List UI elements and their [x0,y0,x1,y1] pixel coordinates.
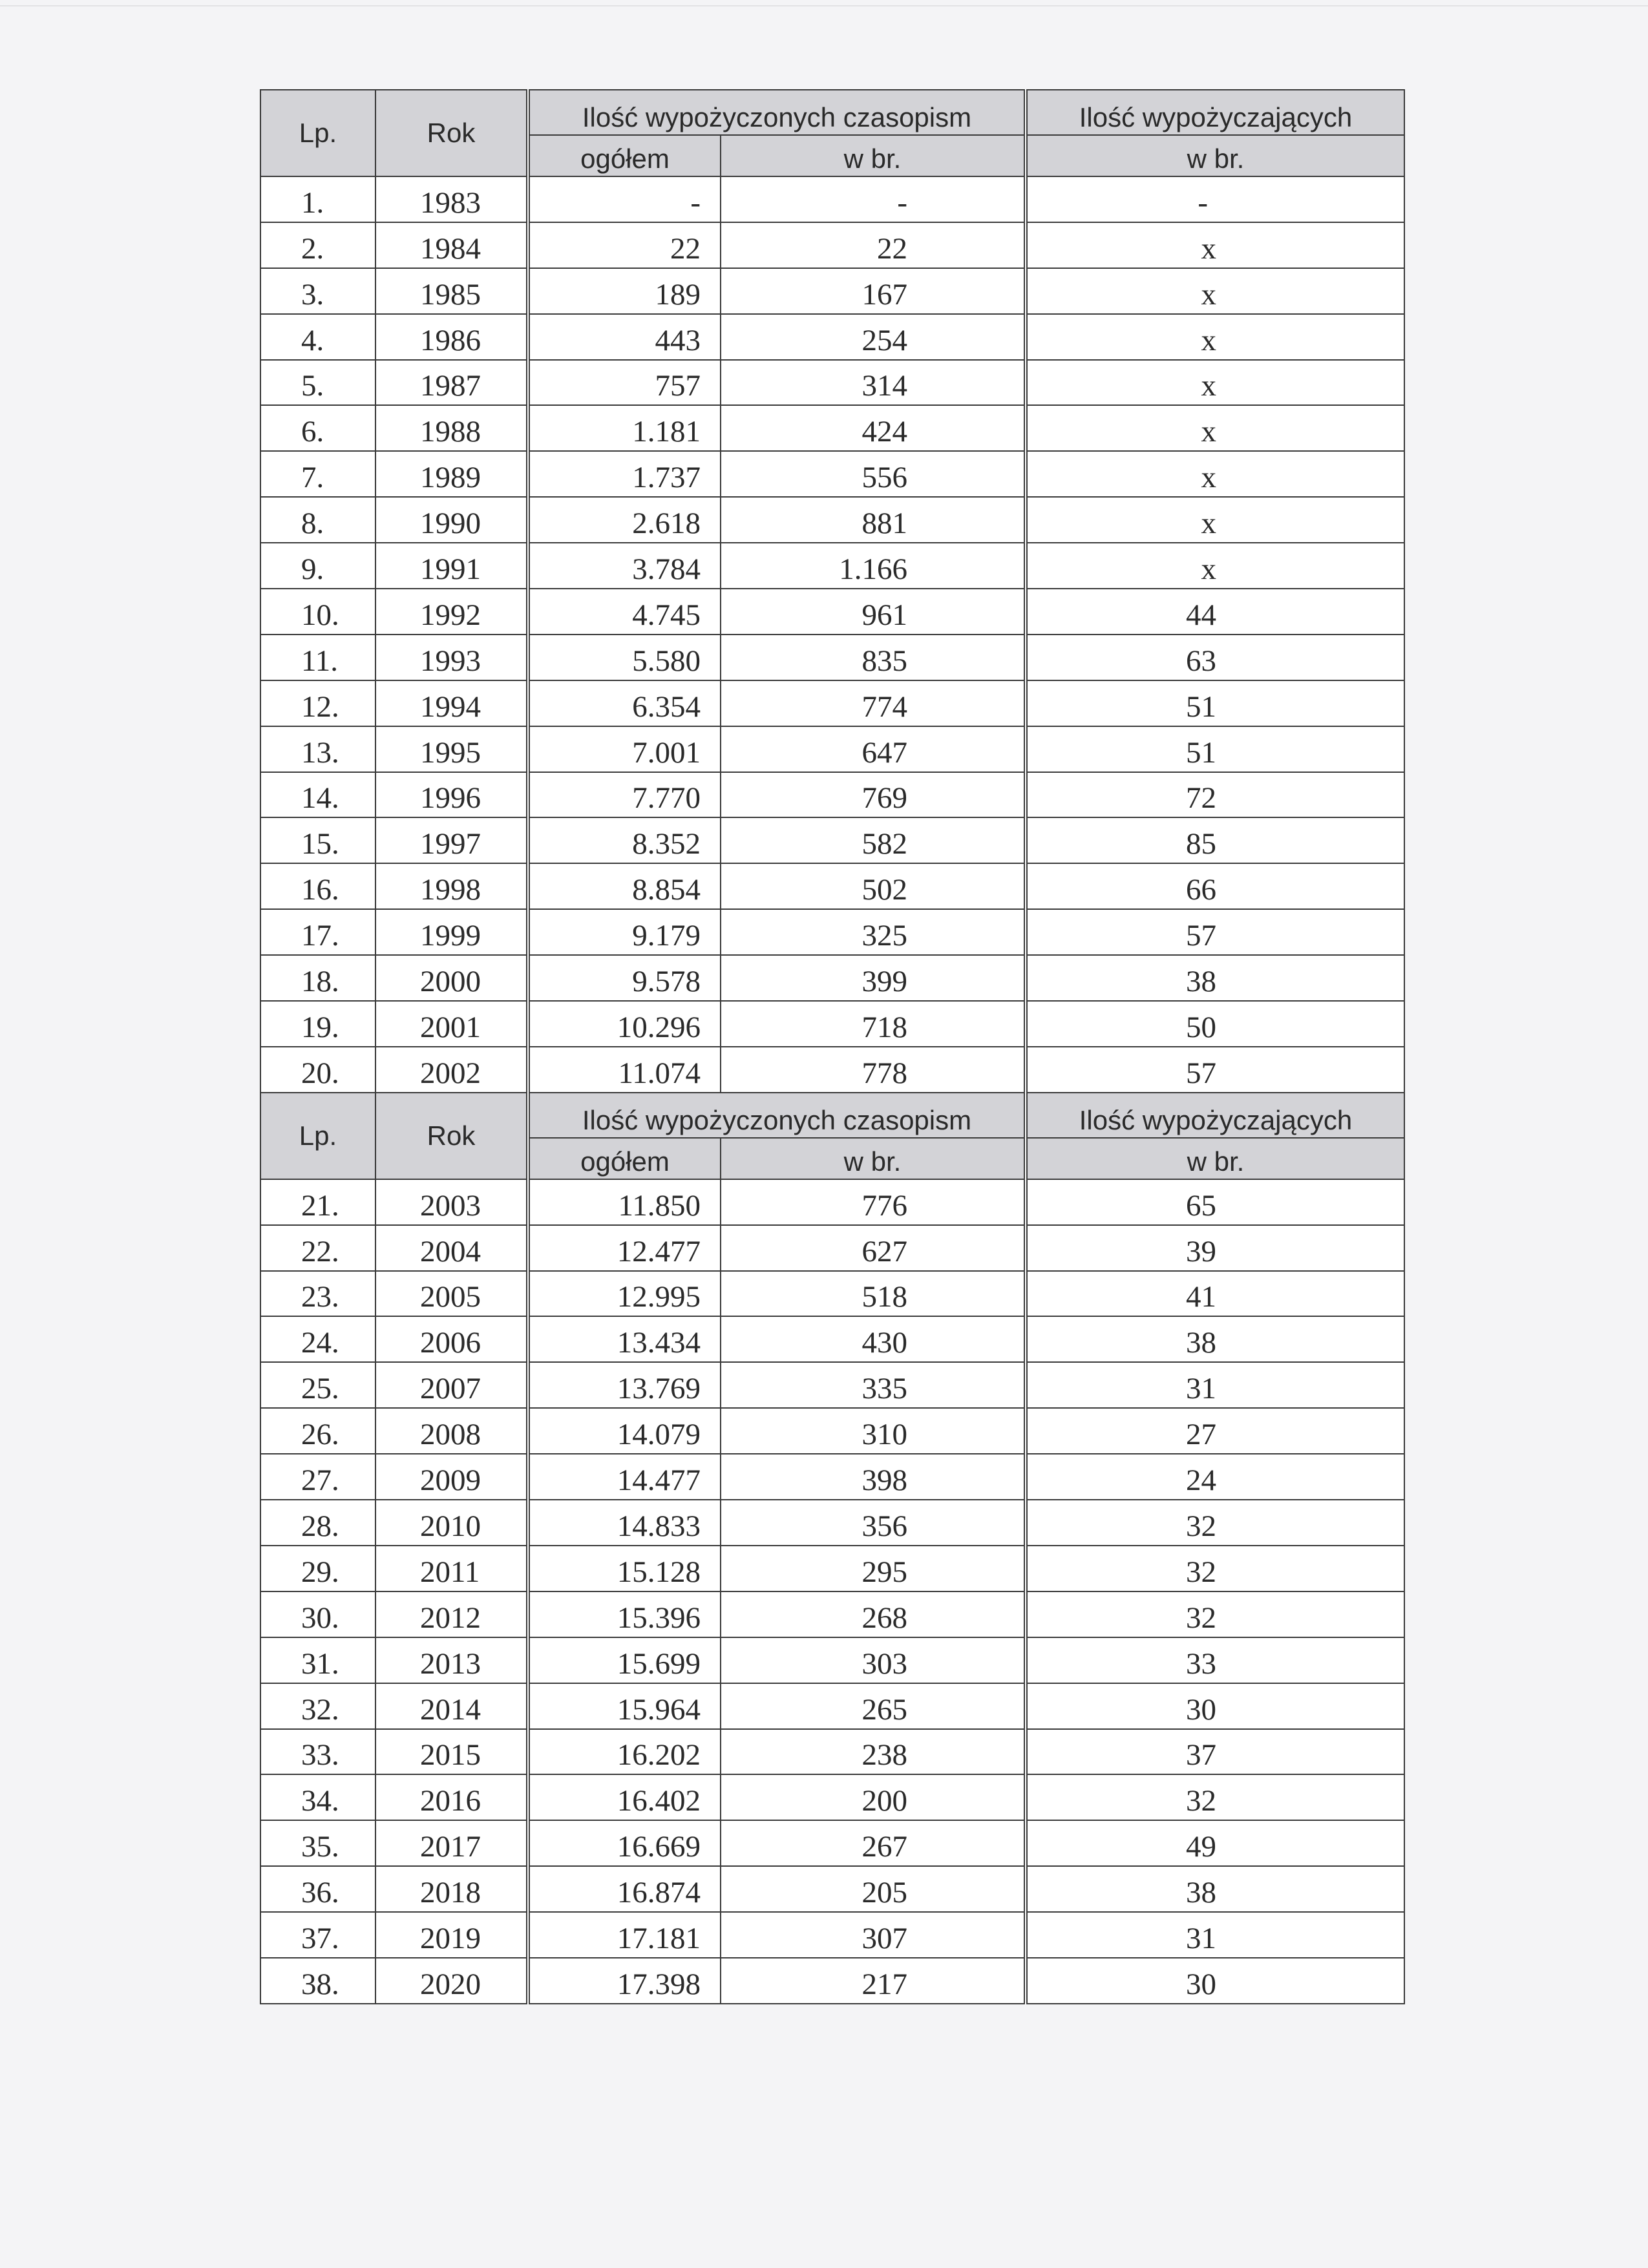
cell-ogolem: 8.352 [528,817,721,863]
cell-rok: 2009 [375,1454,528,1500]
cell-wypozyczajacy: 31 [1026,1362,1404,1408]
cell-rok: 1985 [375,268,528,314]
cell-w-br: 265 [721,1683,1026,1729]
cell-rok: 2018 [375,1866,528,1912]
top-edge-line [0,5,1648,6]
cell-w-br: 718 [721,1001,1026,1047]
cell-wypozyczajacy: x [1026,268,1404,314]
table-row [260,1408,1404,1454]
cell-lp: 17. [260,909,375,955]
cell-rok: 2008 [375,1408,528,1454]
cell-ogolem: 9.179 [528,909,721,955]
table-row [260,1271,1404,1317]
cell-ogolem: 2.618 [528,497,721,543]
cell-wypozyczajacy: 24 [1026,1454,1404,1500]
table-row [260,1958,1404,2004]
cell-lp: 28. [260,1500,375,1546]
cell-rok: 2002 [375,1047,528,1093]
cell-rok: 1995 [375,726,528,772]
cell-lp: 21. [260,1179,375,1225]
cell-lp: 37. [260,1912,375,1958]
cell-ogolem: 15.699 [528,1637,721,1683]
cell-ogolem: 17.398 [528,1958,721,2004]
cell-rok: 2000 [375,955,528,1001]
cell-ogolem: 15.396 [528,1591,721,1637]
cell-wypozyczajacy: x [1026,543,1404,589]
cell-ogolem: 22 [528,222,721,268]
cell-lp: 24. [260,1316,375,1362]
cell-lp: 3. [260,268,375,314]
cell-lp: 2. [260,222,375,268]
table-row [260,360,1404,406]
table-row [260,1500,1404,1546]
cell-rok: 1999 [375,909,528,955]
table-row [260,1001,1404,1047]
table-row [260,1591,1404,1637]
cell-ogolem: 443 [528,314,721,360]
cell-lp: 11. [260,635,375,680]
table-row [260,497,1404,543]
cell-lp: 1. [260,176,375,222]
table-row [260,817,1404,863]
cell-rok: 1997 [375,817,528,863]
cell-ogolem: 16.402 [528,1774,721,1820]
cell-wypozyczajacy: 85 [1026,817,1404,863]
cell-wypozyczajacy: x [1026,222,1404,268]
cell-lp: 12. [260,680,375,726]
cell-ogolem: 5.580 [528,635,721,680]
table-row [260,1637,1404,1683]
table-row [260,1362,1404,1408]
cell-ogolem: 16.202 [528,1729,721,1775]
cell-rok: 1994 [375,680,528,726]
cell-rok: 2011 [375,1546,528,1591]
cell-rok: 1989 [375,451,528,497]
cell-w-br: 1.166 [721,543,1026,589]
cell-lp: 36. [260,1866,375,1912]
cell-lp: 6. [260,405,375,451]
cell-rok: 2020 [375,1958,528,2004]
cell-rok: 2014 [375,1683,528,1729]
header-ilosc-czasopism: Ilość wypożyczonych czasopism [528,90,1026,135]
cell-w-br: 325 [721,909,1026,955]
cell-w-br: 314 [721,360,1026,406]
cell-lp: 34. [260,1774,375,1820]
cell-ogolem: 4.745 [528,589,721,635]
cell-ogolem: 16.669 [528,1820,721,1866]
cell-rok: 1998 [375,863,528,909]
table-row [260,1729,1404,1775]
cell-lp: 22. [260,1225,375,1271]
cell-w-br: 268 [721,1591,1026,1637]
cell-wypozyczajacy: 32 [1026,1591,1404,1637]
cell-wypozyczajacy: 30 [1026,1958,1404,2004]
table-row [260,314,1404,360]
cell-w-br: 217 [721,1958,1026,2004]
cell-w-br: 254 [721,314,1026,360]
table-row [260,1225,1404,1271]
cell-lp: 13. [260,726,375,772]
cell-ogolem: 11.074 [528,1047,721,1093]
cell-wypozyczajacy: 50 [1026,1001,1404,1047]
table-row [260,863,1404,909]
cell-wypozyczajacy: 38 [1026,955,1404,1001]
table-row [260,1774,1404,1820]
table-row [260,1454,1404,1500]
cell-lp: 7. [260,451,375,497]
cell-lp: 33. [260,1729,375,1775]
cell-wypozyczajacy: 57 [1026,909,1404,955]
cell-wypozyczajacy: 51 [1026,680,1404,726]
cell-rok: 1986 [375,314,528,360]
cell-w-br: 647 [721,726,1026,772]
header-w-br: w br. [721,135,1026,176]
cell-w-br: 518 [721,1271,1026,1317]
cell-wypozyczajacy: 66 [1026,863,1404,909]
cell-wypozyczajacy: 49 [1026,1820,1404,1866]
table-row [260,222,1404,268]
cell-rok: 2001 [375,1001,528,1047]
header-ilosc-wypozyczajacych: Ilość wypożyczających [1026,1093,1404,1138]
cell-w-br: 167 [721,268,1026,314]
cell-w-br: 398 [721,1454,1026,1500]
cell-wypozyczajacy: 72 [1026,772,1404,818]
table-row [260,1866,1404,1912]
header-rok: Rok [375,1093,528,1179]
cell-wypozyczajacy: 38 [1026,1866,1404,1912]
cell-wypozyczajacy: - [1026,176,1404,222]
table-body [260,90,1404,2004]
cell-w-br: 881 [721,497,1026,543]
cell-lp: 38. [260,1958,375,2004]
table-row [260,1546,1404,1591]
cell-w-br: 399 [721,955,1026,1001]
cell-w-br: 502 [721,863,1026,909]
cell-ogolem: 17.181 [528,1912,721,1958]
cell-ogolem: 14.477 [528,1454,721,1500]
cell-wypozyczajacy: 33 [1026,1637,1404,1683]
cell-wypozyczajacy: 32 [1026,1546,1404,1591]
cell-lp: 10. [260,589,375,635]
cell-w-br: 205 [721,1866,1026,1912]
cell-lp: 9. [260,543,375,589]
cell-wypozyczajacy: 37 [1026,1729,1404,1775]
header-ilosc-czasopism: Ilość wypożyczonych czasopism [528,1093,1026,1138]
cell-w-br: 267 [721,1820,1026,1866]
cell-ogolem: 12.477 [528,1225,721,1271]
table-row [260,726,1404,772]
cell-rok: 2006 [375,1316,528,1362]
header-ogolem: ogółem [528,1138,721,1179]
header-w-br-readers: w br. [1026,135,1404,176]
table-row [260,589,1404,635]
cell-ogolem: 11.850 [528,1179,721,1225]
cell-w-br: 776 [721,1179,1026,1225]
cell-wypozyczajacy: 51 [1026,726,1404,772]
cell-ogolem: 6.354 [528,680,721,726]
table-row [260,635,1404,680]
cell-ogolem: 3.784 [528,543,721,589]
cell-rok: 1987 [375,360,528,406]
cell-rok: 2003 [375,1179,528,1225]
cell-wypozyczajacy: x [1026,314,1404,360]
table-row [260,772,1404,818]
cell-w-br: 582 [721,817,1026,863]
table-row [260,909,1404,955]
cell-w-br: 310 [721,1408,1026,1454]
cell-ogolem: 16.874 [528,1866,721,1912]
cell-lp: 35. [260,1820,375,1866]
cell-rok: 1984 [375,222,528,268]
cell-lp: 31. [260,1637,375,1683]
header-rok: Rok [375,90,528,176]
cell-wypozyczajacy: 41 [1026,1271,1404,1317]
cell-lp: 25. [260,1362,375,1408]
table-row [260,451,1404,497]
cell-w-br: 238 [721,1729,1026,1775]
cell-rok: 1990 [375,497,528,543]
table-row [260,543,1404,589]
cell-lp: 20. [260,1047,375,1093]
cell-wypozyczajacy: 32 [1026,1774,1404,1820]
cell-lp: 5. [260,360,375,406]
header-ilosc-wypozyczajacych: Ilość wypożyczających [1026,90,1404,135]
table-row [260,680,1404,726]
cell-w-br: 356 [721,1500,1026,1546]
cell-w-br: 295 [721,1546,1026,1591]
cell-rok: 1983 [375,176,528,222]
cell-rok: 1996 [375,772,528,818]
cell-w-br: 778 [721,1047,1026,1093]
cell-w-br: 774 [721,680,1026,726]
cell-wypozyczajacy: 63 [1026,635,1404,680]
cell-lp: 8. [260,497,375,543]
cell-rok: 1991 [375,543,528,589]
table-row [260,1047,1404,1093]
cell-rok: 2007 [375,1362,528,1408]
cell-ogolem: 13.434 [528,1316,721,1362]
cell-wypozyczajacy: 44 [1026,589,1404,635]
cell-lp: 16. [260,863,375,909]
cell-rok: 2012 [375,1591,528,1637]
cell-wypozyczajacy: 31 [1026,1912,1404,1958]
cell-ogolem: 8.854 [528,863,721,909]
table-row [260,268,1404,314]
cell-rok: 1993 [375,635,528,680]
header-ogolem: ogółem [528,135,721,176]
cell-rok: 1992 [375,589,528,635]
cell-wypozyczajacy: x [1026,451,1404,497]
cell-ogolem: 9.578 [528,955,721,1001]
cell-ogolem: 14.833 [528,1500,721,1546]
cell-lp: 4. [260,314,375,360]
table-row [260,1683,1404,1729]
cell-rok: 2015 [375,1729,528,1775]
cell-rok: 2010 [375,1500,528,1546]
cell-ogolem: 7.770 [528,772,721,818]
cell-ogolem: 15.964 [528,1683,721,1729]
cell-wypozyczajacy: 65 [1026,1179,1404,1225]
cell-rok: 2004 [375,1225,528,1271]
cell-ogolem: 189 [528,268,721,314]
cell-ogolem: 10.296 [528,1001,721,1047]
table-row [260,1912,1404,1958]
table-row [260,405,1404,451]
cell-w-br: 835 [721,635,1026,680]
cell-rok: 1988 [375,405,528,451]
cell-w-br: 200 [721,1774,1026,1820]
cell-ogolem: 14.079 [528,1408,721,1454]
cell-lp: 14. [260,772,375,818]
table-row [260,1179,1404,1225]
cell-lp: 29. [260,1546,375,1591]
cell-lp: 26. [260,1408,375,1454]
cell-w-br: - [721,176,1026,222]
table-row [260,176,1404,222]
cell-wypozyczajacy: 39 [1026,1225,1404,1271]
header-w-br-readers: w br. [1026,1138,1404,1179]
cell-w-br: 430 [721,1316,1026,1362]
header-row-top-repeat [260,1093,1404,1138]
cell-w-br: 335 [721,1362,1026,1408]
header-lp: Lp. [260,1093,375,1179]
cell-wypozyczajacy: x [1026,360,1404,406]
cell-w-br: 424 [721,405,1026,451]
cell-rok: 2019 [375,1912,528,1958]
cell-w-br: 307 [721,1912,1026,1958]
cell-lp: 30. [260,1591,375,1637]
cell-w-br: 22 [721,222,1026,268]
header-w-br: w br. [721,1138,1026,1179]
table-row [260,1820,1404,1866]
cell-lp: 18. [260,955,375,1001]
cell-rok: 2013 [375,1637,528,1683]
header-lp: Lp. [260,90,375,176]
cell-wypozyczajacy: 27 [1026,1408,1404,1454]
cell-wypozyczajacy: 30 [1026,1683,1404,1729]
cell-wypozyczajacy: 38 [1026,1316,1404,1362]
cell-ogolem: 13.769 [528,1362,721,1408]
cell-wypozyczajacy: x [1026,497,1404,543]
cell-lp: 23. [260,1271,375,1317]
cell-lp: 32. [260,1683,375,1729]
cell-lp: 19. [260,1001,375,1047]
cell-rok: 2016 [375,1774,528,1820]
cell-w-br: 627 [721,1225,1026,1271]
table-row [260,1316,1404,1362]
cell-w-br: 769 [721,772,1026,818]
cell-ogolem: 1.737 [528,451,721,497]
cell-lp: 27. [260,1454,375,1500]
cell-wypozyczajacy: x [1026,405,1404,451]
cell-ogolem: 757 [528,360,721,406]
cell-rok: 2017 [375,1820,528,1866]
cell-ogolem: 7.001 [528,726,721,772]
cell-wypozyczajacy: 32 [1026,1500,1404,1546]
cell-rok: 2005 [375,1271,528,1317]
cell-w-br: 961 [721,589,1026,635]
table-row [260,955,1404,1001]
cell-lp: 15. [260,817,375,863]
cell-ogolem: 15.128 [528,1546,721,1591]
cell-wypozyczajacy: 57 [1026,1047,1404,1093]
cell-w-br: 556 [721,451,1026,497]
cell-w-br: 303 [721,1637,1026,1683]
cell-ogolem: 1.181 [528,405,721,451]
header-row-top [260,90,1404,135]
cell-ogolem: 12.995 [528,1271,721,1317]
cell-ogolem: - [528,176,721,222]
statistics-table [260,89,1405,2004]
